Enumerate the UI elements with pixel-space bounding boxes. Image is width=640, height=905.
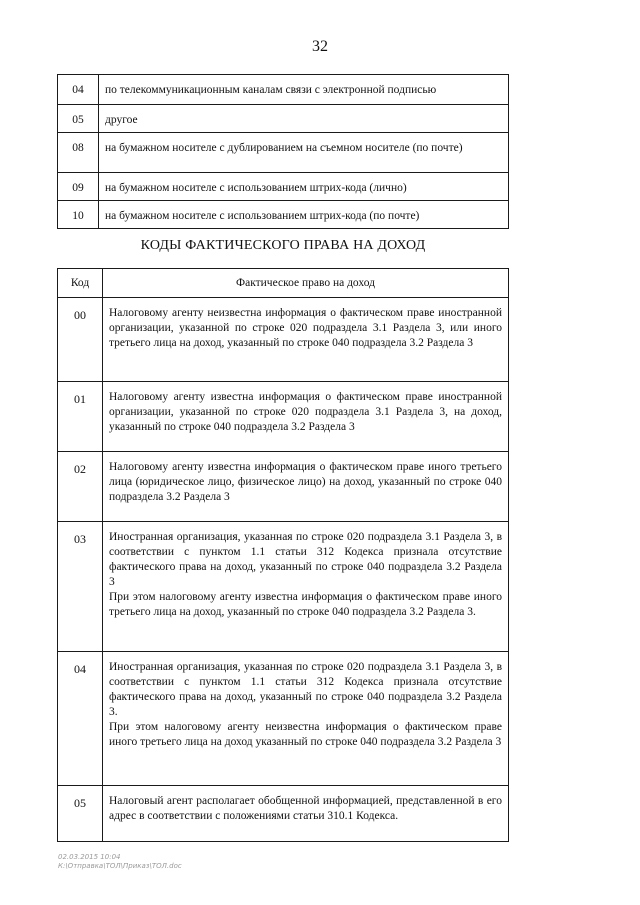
description-paragraph: Налоговый агент располагает обобщенной информацией, представленной в его адрес в соответствии с положениями статьи 310.1 Кодекса. xyxy=(109,795,502,822)
table-row xyxy=(58,105,509,133)
stamp-path: К:\Отправка\ТОЛ\Приказ\ТОЛ.doc xyxy=(58,862,182,870)
stamp-date: 02.03.2015 10:04 xyxy=(58,853,121,861)
row-code: 05 xyxy=(58,786,103,842)
table-row xyxy=(58,201,509,229)
row-code: 05 xyxy=(58,105,99,133)
table-row xyxy=(58,75,509,105)
row-code: 04 xyxy=(58,652,103,786)
description-paragraph: Налоговому агенту неизвестна информация о фактическом праве иностранной организации, указанной по строке 020 подраздела 3.1 Раздела 3, или иного третьего лица на доход, указанный по строке 040 подраздела 3.2 Раздела 3 xyxy=(109,307,502,349)
table-row xyxy=(58,173,509,201)
submission-method-table xyxy=(57,74,509,229)
description-paragraph: Иностранная организация, указанная по строке 020 подраздела 3.1 Раздела 3, в соответствии с пунктом 1.1 статьи 312 Кодекса признала отсутствие фактического права на доход, указанный по строке 040 подраздела 3.2 Раздела 3 xyxy=(109,531,502,588)
row-description: на бумажном носителе с использованием штрих-кода (по почте) xyxy=(99,201,509,229)
table-row xyxy=(58,298,509,382)
page-number: 32 xyxy=(312,38,328,55)
description-paragraph: При этом налоговому агенту известна информация о фактическом праве иного третьего лица на доход, указанный по строке 040 подраздела 3.2 Раздела 3. xyxy=(109,591,502,618)
row-code: 09 xyxy=(58,173,99,201)
row-description: другое xyxy=(99,105,509,133)
table-row xyxy=(58,522,509,652)
file-stamp xyxy=(58,853,182,871)
row-description xyxy=(103,786,509,842)
description-paragraph: Налоговому агенту известна информация о фактическом праве иностранной организации, указанной по строке 020 подраздела 3.1 Раздела 3, на доход, указанный по строке 040 подраздела 3.2 Раздела 3 xyxy=(109,391,502,433)
table-row xyxy=(58,133,509,173)
beneficial-ownership-codes-table xyxy=(57,268,509,842)
description-paragraph: Налоговому агенту известна информация о фактическом праве иного третьего лица (юридическое лицо, физическое лицо) на доход, указанный по строке 040 подраздела 3.2 Раздела 3 xyxy=(109,461,502,503)
section-title: КОДЫ ФАКТИЧЕСКОГО ПРАВА НА ДОХОД xyxy=(140,238,426,253)
table-row xyxy=(58,382,509,452)
description-paragraph: При этом налоговому агенту неизвестна информация о фактическом праве иного третьего лица на доход указанный по строке 040 подраздела 3.2 Раздела 3 xyxy=(109,721,502,748)
row-description: по телекоммуникационным каналам связи с электронной подписью xyxy=(99,75,509,105)
row-code: 02 xyxy=(58,452,103,522)
row-description xyxy=(103,382,509,452)
row-code: 03 xyxy=(58,522,103,652)
column-header-description: Фактическое право на доход xyxy=(103,269,509,298)
table-row xyxy=(58,652,509,786)
description-paragraph: Иностранная организация, указанная по строке 020 подраздела 3.1 Раздела 3, в соответствии с пунктом 1.1 статьи 312 Кодекса признала отсутствие фактического права на доход, указанный по строке 040 подраздела 3.2 Раздела 3. xyxy=(109,661,502,718)
row-description: на бумажном носителе с дублированием на съемном носителе (по почте) xyxy=(99,133,509,173)
row-code: 10 xyxy=(58,201,99,229)
column-header-code: Код xyxy=(58,269,103,298)
row-code: 01 xyxy=(58,382,103,452)
table-row xyxy=(58,786,509,842)
row-description xyxy=(103,522,509,652)
row-description xyxy=(103,452,509,522)
row-code: 04 xyxy=(58,75,99,105)
row-code: 00 xyxy=(58,298,103,382)
table-header-row xyxy=(58,269,509,298)
row-description xyxy=(103,298,509,382)
row-description xyxy=(103,652,509,786)
table-row xyxy=(58,452,509,522)
row-code: 08 xyxy=(58,133,99,173)
row-description: на бумажном носителе с использованием штрих-кода (лично) xyxy=(99,173,509,201)
